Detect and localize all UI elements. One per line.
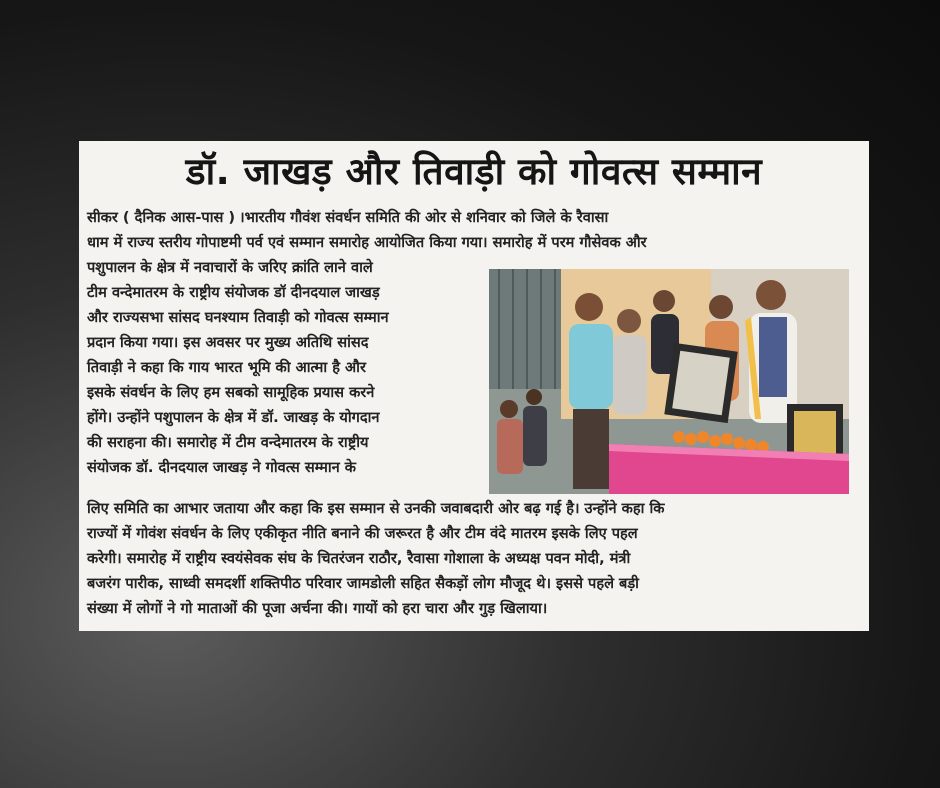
dateline: सीकर ( दैनिक आस-पास ) bbox=[87, 209, 236, 226]
article-line-15: बजरंग पारीक, साध्वी समदर्शी शक्तिपीठ परिवार जामडोली सहित सैकड़ों लोग मौजूद थे। इससे पहले बड़ी bbox=[87, 575, 639, 592]
article-line-5: और राज्यसभा सांसद घनश्याम तिवाड़ी को गोवत्स सम्मान bbox=[87, 309, 389, 326]
article-line-3: पशुपालन के क्षेत्र में नवाचारों के जरिए क्रांति लाने वाले bbox=[87, 259, 373, 276]
article-line-6: प्रदान किया गया। इस अवसर पर मुख्य अतिथि सांसद bbox=[87, 334, 369, 351]
article-line-1 bbox=[87, 207, 857, 229]
article-line-14: करेगी। समारोह में राष्ट्रीय स्वयंसेवक संघ के चितरंजन राठौर, रैवासा गोशाला के अध्यक्ष पवन मोदी, मंत्री bbox=[87, 550, 631, 567]
article-line-7: तिवाड़ी ने कहा कि गाय भारत भूमि की आत्मा है और bbox=[87, 359, 366, 376]
article-line-9: होंगे। उन्होंने पशुपालन के क्षेत्र में डॉ. जाखड़ के योगदान bbox=[87, 409, 380, 426]
newspaper-clipping bbox=[79, 141, 869, 631]
award-ceremony-photo bbox=[489, 269, 849, 494]
article-line-13: राज्यों में गोवंश संवर्धन के लिए एकीकृत नीति बनाने की जरूरत है और टीम वंदे मातरम इसके लिए पहल bbox=[87, 525, 638, 542]
article-line-4: टीम वन्देमातरम के राष्ट्रीय संयोजक डॉ दीनदयाल जाखड़ bbox=[87, 284, 380, 301]
article-line-10: की सराहना की। समारोह में टीम वन्देमातरम के राष्ट्रीय bbox=[87, 434, 369, 451]
article-line-12: लिए समिति का आभार जताया और कहा कि इस सम्मान से उनकी जवाबदारी ओर बढ़ गई है। उन्होंने कहा कि bbox=[87, 500, 665, 517]
article-line-8: इसके संवर्धन के लिए हम सबको सामूहिक प्रयास करने bbox=[87, 384, 375, 401]
article-line-11: संयोजक डॉ. दीनदयाल जाखड़ ने गोवत्स सम्मान के bbox=[87, 459, 357, 476]
headline: डॉ. जाखड़ और तिवाड़ी को गोवत्स सम्मान bbox=[185, 150, 763, 193]
article-line-2: धाम में राज्य स्तरीय गोपाष्टमी पर्व एवं सम्मान समारोह आयोजित किया गया। समारोह में परम गौसेवक और bbox=[87, 234, 647, 251]
article-line-16: संख्या में लोगों ने गो माताओं की पूजा अर्चना की। गायों को हरा चारा और गुड़ खिलाया। bbox=[87, 600, 548, 617]
article-text: ।भारतीय गौवंश संवर्धन समिति की ओर से शनिवार को जिले के रैवासा bbox=[239, 209, 609, 226]
